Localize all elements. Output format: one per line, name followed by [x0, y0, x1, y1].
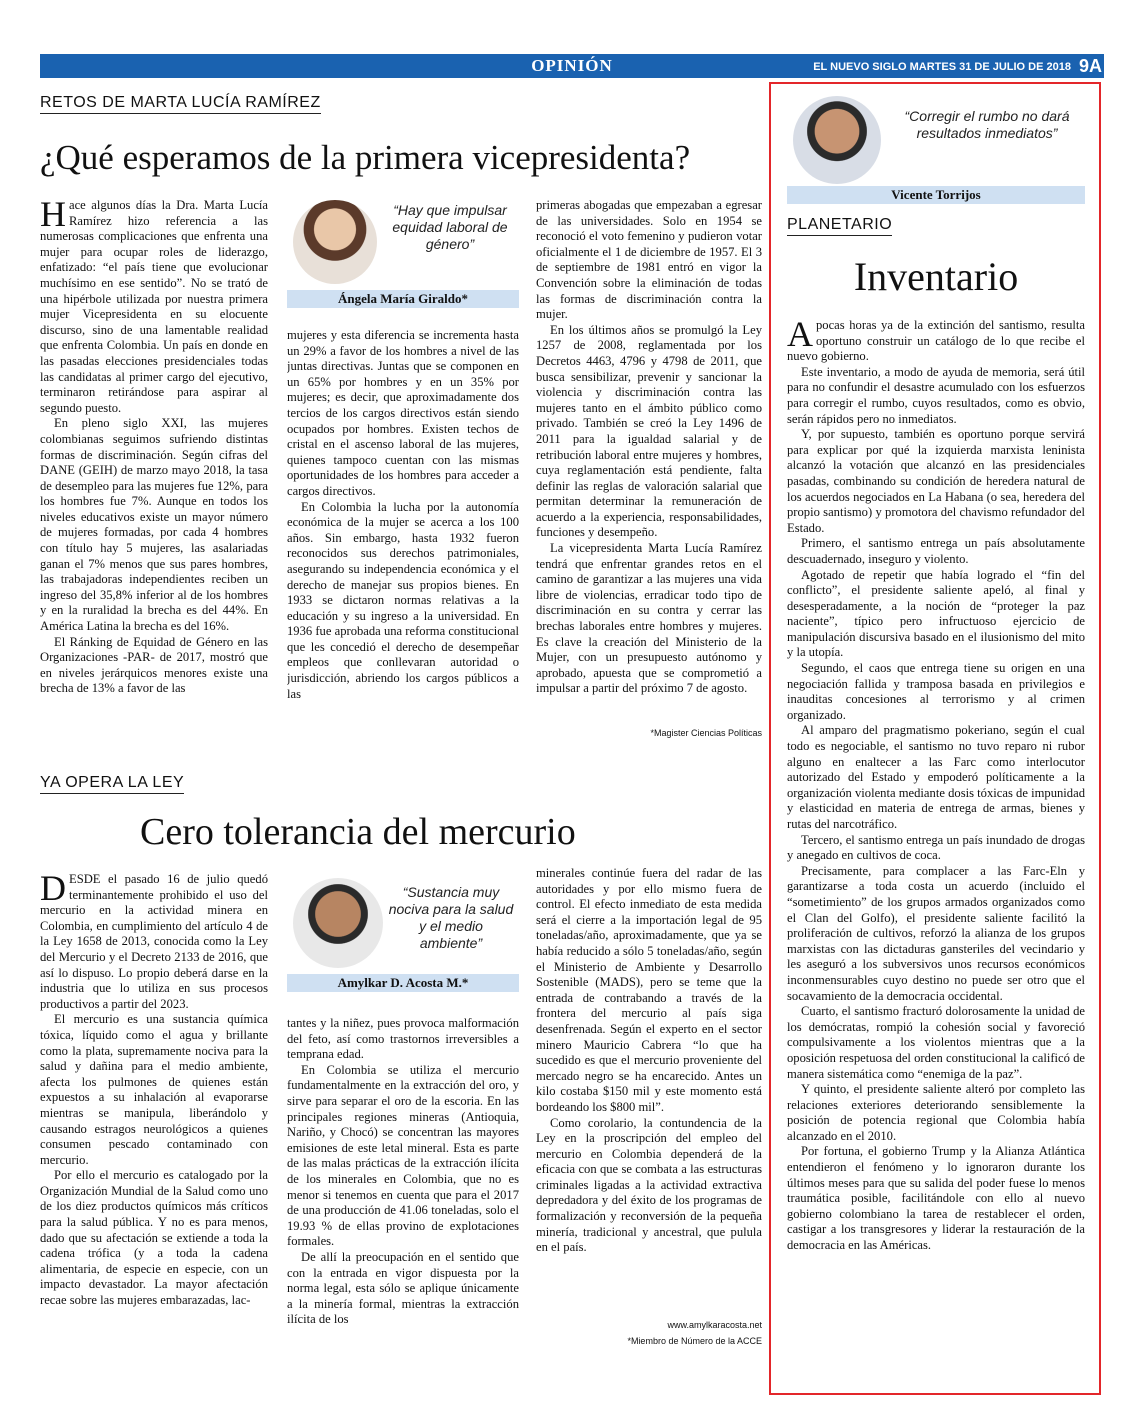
paragraph: primeras abogadas que empezaban a egresar de las universidades. Solo en 1954 se reconoció el voto femenino y pudieron votar oficialmente el 1 de diciembre de 1957. El 3 de septiembre de 1981 entró en vigor la Convención sobre la eliminación de todas las formas de discriminación contra la mujer.	[536, 198, 762, 322]
article1-column-1	[40, 198, 268, 744]
paragraph: Como corolario, la contundencia de la Ley en la proscripción del empleo del mercurio en Colombia dependerá de la eficacia con que se combata a las estructuras criminales ligadas a la actividad extractiva depredadora y del éxito de los programas de formalización y reconversión de la pequeña minería, tradicional y ancestral, que pulula en el país.	[536, 1115, 762, 1255]
pull-quote: “Sustancia muy nociva para la salud y el medio ambiente”	[388, 884, 514, 951]
article2-column-3	[536, 866, 762, 1318]
paragraph: tantes y la niñez, pues provoca malformación del feto, así como trastornos irreversibles a temprana edad.	[287, 1016, 519, 1062]
paragraph: Precisamente, para complacer a las Farc-Eln y garantizarse a toda costa un acuerdo (incluido el “sometimiento” de los grupos armados organizados como el Clan del Golfo), el presidente saliente facilitó la proliferación de cultivos, reforzó la alianza de los grupos marxistas con las dictaduras gansteriles del vecindario y les aseguró a los subversivos unos recursos económicos inconmensurables cuyo destino no puede ser otro que el socavamiento de la democracia occidental.	[787, 863, 1085, 1003]
dropcap: H	[40, 198, 66, 234]
paragraph: Cuarto, el santismo fracturó dolorosamente la unidad de los demócratas, rompió la cohesión social y favoreció compulsivamente a los violentos mientras que a la oposición respetuosa del orden constitucional la calificó de manera sistemática como “enemiga de la paz”.	[787, 1004, 1085, 1081]
paragraph: pocas horas ya de la extinción del santismo, resulta oportuno construir un catálogo de lo que recibe el nuevo gobierno.	[787, 318, 1085, 364]
paragraph: En pleno siglo XXI, las mujeres colombianas seguimos sufriendo distintas formas de discriminación. Según cifras del DANE (GEIH) de marzo mayo 2018, la tasa de desempleo para las mujeres fue 12%, para los hombres fue 7%. Aunque en todos los niveles educativos existe un mayor número de mujeres formadas, por cada 4 hombres con título hay 5 mujeres, las asalariadas ganan el 7% menos que sus pares hombres, las trabajadoras independientes reciben un ingreso del 35,8% inferior al de los hombres y en la ruralidad la brecha es del 44%. En América Latina la brecha es del 16%.	[40, 416, 268, 634]
masthead-date: EL NUEVO SIGLO MARTES 31 DE JULIO DE 2018	[813, 61, 1071, 73]
paragraph: Tercero, el santismo entrega un país inundado de drogas y anegado en cultivos de coca.	[787, 832, 1085, 863]
author-byline: Ángela María Giraldo*	[287, 290, 519, 308]
paragraph: En los últimos años se promulgó la Ley 1257 de 2008, reglamentada por los Decretos 4463, 4796 y 4798 de 2011, que busca sensibilizar, prevenir y sancionar la violencia y discriminación contra las mujeres tanto en el ámbito público como privado. También se creó la Ley 1496 de 2011 para la igualdad salarial y de retribución laboral entre mujeres y hombres, cuya reglamentación está pendiente, falta definir las reglas de valoración salarial que permitan determinar la remuneración de acuerdo a la experiencia, responsabilidades, funciones y desempeño.	[536, 322, 762, 540]
author-note: *Magister Ciencias Políticas	[650, 728, 762, 738]
article1-column-3	[536, 198, 762, 724]
paragraph: Primero, el santismo entrega un país absolutamente descuadernado, inseguro y violento.	[787, 536, 1085, 566]
paragraph: Por fortuna, el gobierno Trump y la Alianza Atlántica entendieron el fenómeno y lo ignoraron durante los últimos meses para que su salida del poder fuese lo menos traumática posible, facilitándole con ello al nuevo gobierno colombiano la tarea de restablecer el orden, castigar a los transgresores y liderar la restauración de la democracia en las Américas.	[787, 1144, 1085, 1253]
pull-quote: “Corregir el rumbo no dará resultados inmediatos”	[904, 108, 1070, 141]
author-photo	[293, 200, 377, 284]
paragraph: mujeres y esta diferencia se incrementa hasta un 29% a favor de los hombres a nivel de las juntas directivas. Juntas que se componen en un 65% por hombres y en un 35% por mujeres; es decir, que aproximadamente dos tercios de los cargos directivos están siendo ocupados por hombres. Existen techos de cristal en el ascenso laboral de las mujeres, quienes tampoco cuentan con las mismas oportunidades de los hombres para acceder a cargos directivos.	[287, 328, 519, 498]
dropcap: A	[787, 318, 813, 354]
article3-kicker: PLANETARIO	[787, 216, 892, 236]
paragraph: ace algunos días la Dra. Marta Lucía Ramírez hizo referencia a las numerosas complicaciones que enfrenta una mujer para ocupar roles de liderazgo, enfatizado: “el país tiene que evolucionar muchísimo en ese sentido”. No se trató de una hipérbole utilizada por nuestra primera mujer Vicepresidenta en su elocuente discurso, sino de una lamentable realidad que enfrenta Colombia. Un país en donde en las pasadas elecciones presidenciales todas las candidatas al primer cargo del ejecutivo, terminaron retirándose para aspirar al segundo puesto.	[40, 198, 268, 415]
paragraph: Al amparo del pragmatismo pokeriano, según el cual todo es negociable, el santismo no tuvo reparo ni rubor alguno en enaltecer a las Farc como interlocutor autorizado del Estado y empoderó políticamente a la organización violenta mediante dosis tóxicas de impunidad y elasticidad en materia de entrega de armas, bienes y rutas del narcotráfico.	[787, 723, 1085, 831]
paragraph: De allí la preocupación en el sentido que con la entrada en vigor dispuesta por la norma legal, esta sólo se aplique únicamente a la minería formal, mientras la extracción ilícita de los	[287, 1249, 519, 1327]
author-photo	[793, 96, 881, 184]
paragraph: ESDE el pasado 16 de julio quedó terminantemente prohibido el uso del mercurio en la actividad minera en Colombia, en cumplimiento del artículo 4 de la Ley 1658 de 2013, conocida como la Ley del Mercurio y el Decreto 2133 de 2016, que así lo dispuso. Lo propio deberá darse en la industria que lo utiliza en sus procesos productivos a partir del 2023.	[40, 872, 268, 1011]
paragraph: En Colombia se utiliza el mercurio fundamentalmente en la extracción del oro, y sirve para separar el oro de la escoria. En las principales regiones mineras (Antioquia, Nariño, y Chocó) se concentran las mayores emisiones de este letal mineral. Esta es parte de las malas prácticas de la extracción ilícita de los minerales en Colombia, que no es menor si tenemos en cuenta que para el 2017 de una producción de 41.06 toneladas, solo el 19.93 % de ellas provino de explotaciones formales.	[287, 1062, 519, 1249]
author-byline: Vicente Torrijos	[787, 186, 1085, 204]
section-title: OPINIÓN	[531, 56, 613, 75]
paragraph: Y quinto, el presidente saliente alteró por completo las relaciones exteriores deteriorando sensiblemente la posición de potencia regional que Colombia había alcanzado en el 2010.	[787, 1082, 1085, 1143]
article3-body	[787, 318, 1085, 1348]
article2-kicker: YA OPERA LA LEY	[40, 774, 184, 794]
paragraph: La vicepresidenta Marta Lucía Ramírez tendrá que enfrentar grandes retos en el camino de garantizar a las mujeres una vida libre de violencias, erradicar todo tipo de discriminación en su contra y cerrar las brechas laborales entre hombres y mujeres. Es clave la creación del Ministerio de la Mujer, con un presupuesto autónomo y aprobado, apuesta que se comprometió a impulsar a partir del próximo 7 de agosto.	[536, 541, 762, 696]
article2-quote-box	[287, 872, 519, 996]
article1-headline: ¿Qué esperamos de la primera vicepresidenta?	[40, 138, 691, 177]
masthead	[813, 54, 1102, 78]
article1-quote-box	[287, 196, 519, 314]
pull-quote: “Hay que impulsar equidad laboral de género”	[392, 202, 508, 252]
paragraph: Y, por supuesto, también es oportuno porque servirá para explicar por qué la izquierda marxista leninista alcanzó la votación que alcanzó en las presidenciales pasadas, combinando su condición de heredera natural de los acuerdos negociados en La Habana (o sea, heredera del propio santismo) y promotora del chavismo refundador del Estado.	[787, 427, 1085, 535]
article2-column-1	[40, 872, 268, 1360]
article3-headline: Inventario	[853, 254, 1019, 299]
paragraph: El mercurio es una sustancia química tóxica, líquido como el agua y brillante como la plata, supremamente nociva para la salud y dañina para el medio ambiente, afecta los pulmones de quienes están expuestos a su inhalación al evaporarse mientras se manipula, liberándolo y causando estragos neurológicos a quienes consumen pescado contaminado con mercurio.	[40, 1012, 268, 1167]
article2-column-2	[287, 1016, 519, 1360]
author-website: www.amylkaracosta.net	[667, 1320, 762, 1330]
article1-column-2	[287, 328, 519, 744]
author-byline: Amylkar D. Acosta M.*	[287, 974, 519, 992]
paragraph: Por ello el mercurio es catalogado por la Organización Mundial de la Salud como uno de los diez productos químicos más críticos para la salud pública. Y no es para menos, dado que su afectación se extiende a toda la cadena trófica (y a toda la cadena alimentaria, de especie en especie, con un impacto devastador. La mayor afectación recae sobre las mujeres embarazadas, lac-	[40, 1168, 268, 1308]
article3-quote-box	[787, 92, 1085, 208]
article1-kicker: RETOS DE MARTA LUCÍA RAMÍREZ	[40, 94, 321, 114]
paragraph: En Colombia la lucha por la autonomía económica de la mujer se acerca a los 100 años. Sin embargo, hasta 1932 fueron reconocidos sus derechos patrimoniales, asegurando su independencia económica y el derecho de manejar sus propios bienes. En 1933 se dictaron normas relativas a la educación y su ingreso a la universidad. En 1936 fue aprobada una reforma constitucional que les concedió el derecho de desempeñar empleos que conllevaran autoridad o jurisdicción, abriendo los cargos públicos a las	[287, 499, 519, 701]
page-number: 9A	[1078, 56, 1102, 76]
paragraph: Este inventario, a modo de ayuda de memoria, será útil para no confundir el desastre acumulado con los esfuerzos para corregir el rumbo, cuyos resultados, como es obvio, serán rápidos pero no inmediatos.	[787, 364, 1085, 426]
author-photo	[293, 878, 383, 968]
paragraph: El Ránking de Equidad de Género en las Organizaciones -PAR- de 2017, mostró que en niveles jerárquicos menores existe una brecha de 13% a favor de las	[40, 634, 268, 696]
author-note: *Miembro de Número de la ACCE	[627, 1336, 762, 1346]
dropcap: D	[40, 872, 66, 908]
article2-headline: Cero tolerancia del mercurio	[140, 811, 576, 853]
paragraph: Segundo, el caos que entrega tiene su origen en una negociación fallida y tramposa basada en privilegios e inauditas concesiones al terrorismo y al crimen organizado.	[787, 661, 1085, 722]
paragraph: Agotado de repetir que había logrado el “fin del conflicto”, el presidente saliente apeló, al final y desesperadamente, a la noción de “proteger la paz naciente”, típico pero infructuoso ejercicio de manipulación discursiva basado en el ilusionismo del mito y la utopía.	[787, 567, 1085, 660]
paragraph: minerales continúe fuera del radar de las autoridades y por ello mismo fuera de control. El efecto inmediato de esta medida será el cierre a la importación legal de 95 toneladas/año, aproximadamente, que ya se había reducido a sólo 5 toneladas/año, según el Ministerio de Ambiente y Desarrollo Sostenible (MADS), pero se teme que la entrada de contrabando a través de la frontera del mercurio al país siga desenfrenada. Según el experto en el sector minero Mauricio Cabrera “lo que ha sucedido es que el mercurio proveniente del mercado negro se ha encarecido. Antes un kilo costaba $150 mil y este momento está bordeando los $800 mil”.	[536, 866, 762, 1114]
